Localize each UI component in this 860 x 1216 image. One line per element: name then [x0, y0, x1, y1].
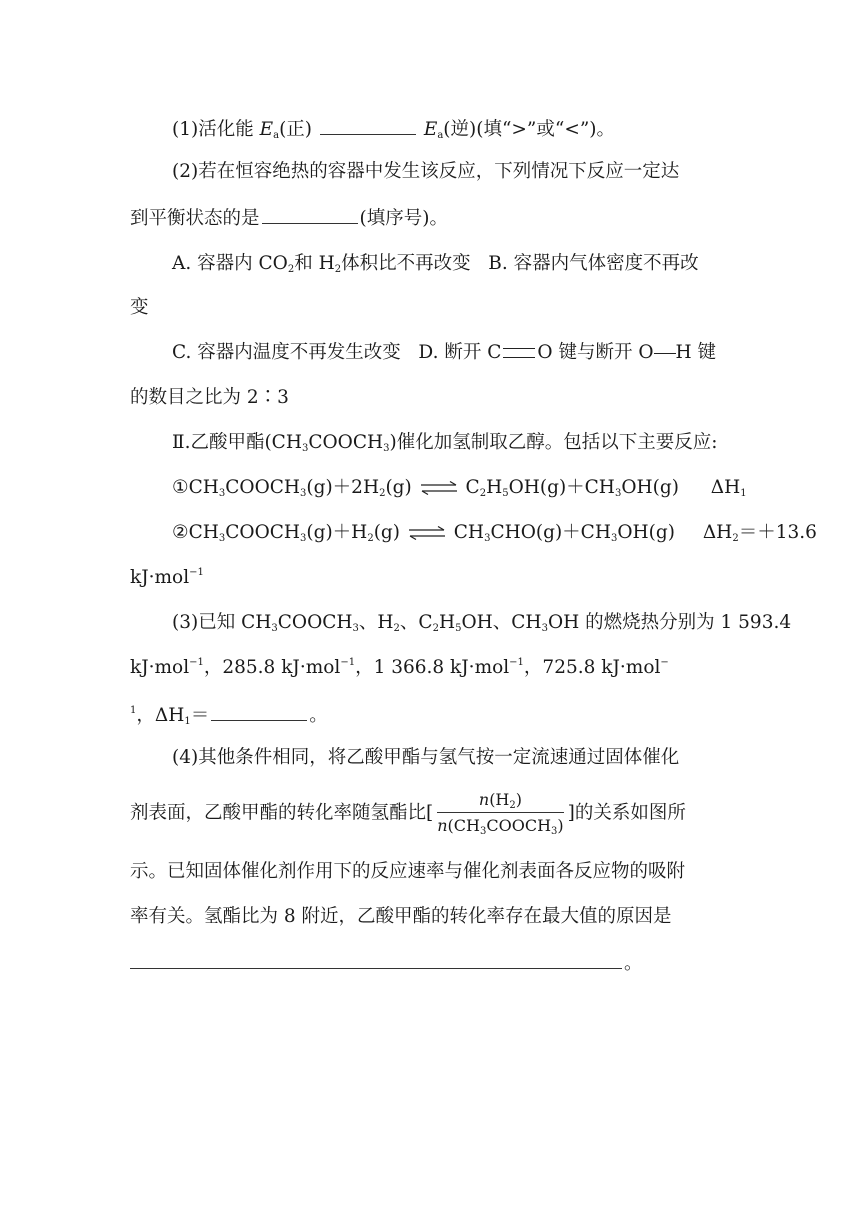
option-b-wrap: 变 — [130, 297, 149, 318]
double-bond-symbol — [503, 348, 535, 358]
reaction-1: $①CH_3COOCH_3(g)+2H_2(g)$ $C_2H_5OH(g)+CH_3OH(g)$ $\Delta H_1$ — [172, 477, 747, 499]
option-b: B. 容器内气体密度不再改 — [488, 253, 699, 274]
hydrogen-ester-ratio-fraction: $\frac{n(H_2)}{n(CH_3COOCH_3)}$ — [437, 790, 564, 837]
equilibrium-arrow-icon — [420, 481, 458, 495]
reaction-2-unit: kJ·mol$^{-1}$ — [130, 567, 204, 588]
question-3-line-1: (3)已知 $CH_3COOCH_3$、$H_2$、$C_2H_5OH$、$CH_3OH$ 的燃烧热分别为 1 593.4 — [172, 612, 792, 634]
answer-blank-1[interactable] — [320, 116, 416, 135]
equilibrium-arrow-icon — [408, 526, 446, 540]
question-4-line-4: 率有关。氢酯比为 8 附近，乙酸甲酯的转化率存在最大值的原因是 — [130, 906, 672, 927]
question-2-line-1: (2)若在恒容绝热的容器中发生该反应，下列情况下反应一定达 — [172, 161, 680, 182]
answer-blank-2[interactable] — [262, 205, 358, 224]
question-2-line-2: 到平衡状态的是 (填序号)。 — [130, 205, 448, 231]
option-a-b: A. 容器内 $CO_2$和 $H_2$体积比不再改变 B. 容器内气体密度不再改 — [172, 253, 699, 275]
question-1: (1)活化能 $E_a$(正) $E_a$(逆)(填“>”或“<”)。 — [172, 116, 615, 142]
question-4-line-1: (4)其他条件相同，将乙酸甲酯与氢气按一定流速通过固体催化 — [172, 747, 680, 768]
answer-blank-3[interactable] — [211, 702, 307, 721]
question-4-line-3: 示。已知固体催化剂作用下的反应速率与催化剂表面各反应物的吸附 — [130, 861, 686, 882]
section-2-intro: Ⅱ.乙酸甲酯$(CH_3COOCH_3)$催化加氢制取乙醇。包括以下主要反应: — [172, 432, 718, 454]
single-bond-symbol — [654, 353, 676, 354]
option-d-wrap: 的数目之比为 2∶3 — [130, 387, 289, 408]
answer-blank-4[interactable] — [130, 950, 622, 969]
question-3-line-3: $^1$，$\Delta H_1=$ 。 — [130, 702, 328, 728]
option-c-d: C. 容器内温度不再发生改变 D. 断开 C O 键与断开 O H 键 — [172, 342, 717, 363]
question-4-line-5: 。 — [130, 950, 643, 976]
reaction-2: $②CH_3COOCH_3(g)+H_2(g)$ $CH_3CHO(g)+CH_3OH(g)$ $\Delta H_2=+13.6$ — [172, 522, 817, 544]
question-3-line-2: kJ·mol$^{-1}$，285.8 kJ·mol$^{-1}$，1 366.8 kJ·mol$^{-1}$，725.8 kJ·mol− — [130, 657, 669, 678]
question-4-line-2: 剂表面，乙酸甲酯的转化率随氢酯比[ $\frac{n(H_2)}{n(CH_3COOCH_3)}$ ]的关系如图所 — [130, 790, 686, 837]
